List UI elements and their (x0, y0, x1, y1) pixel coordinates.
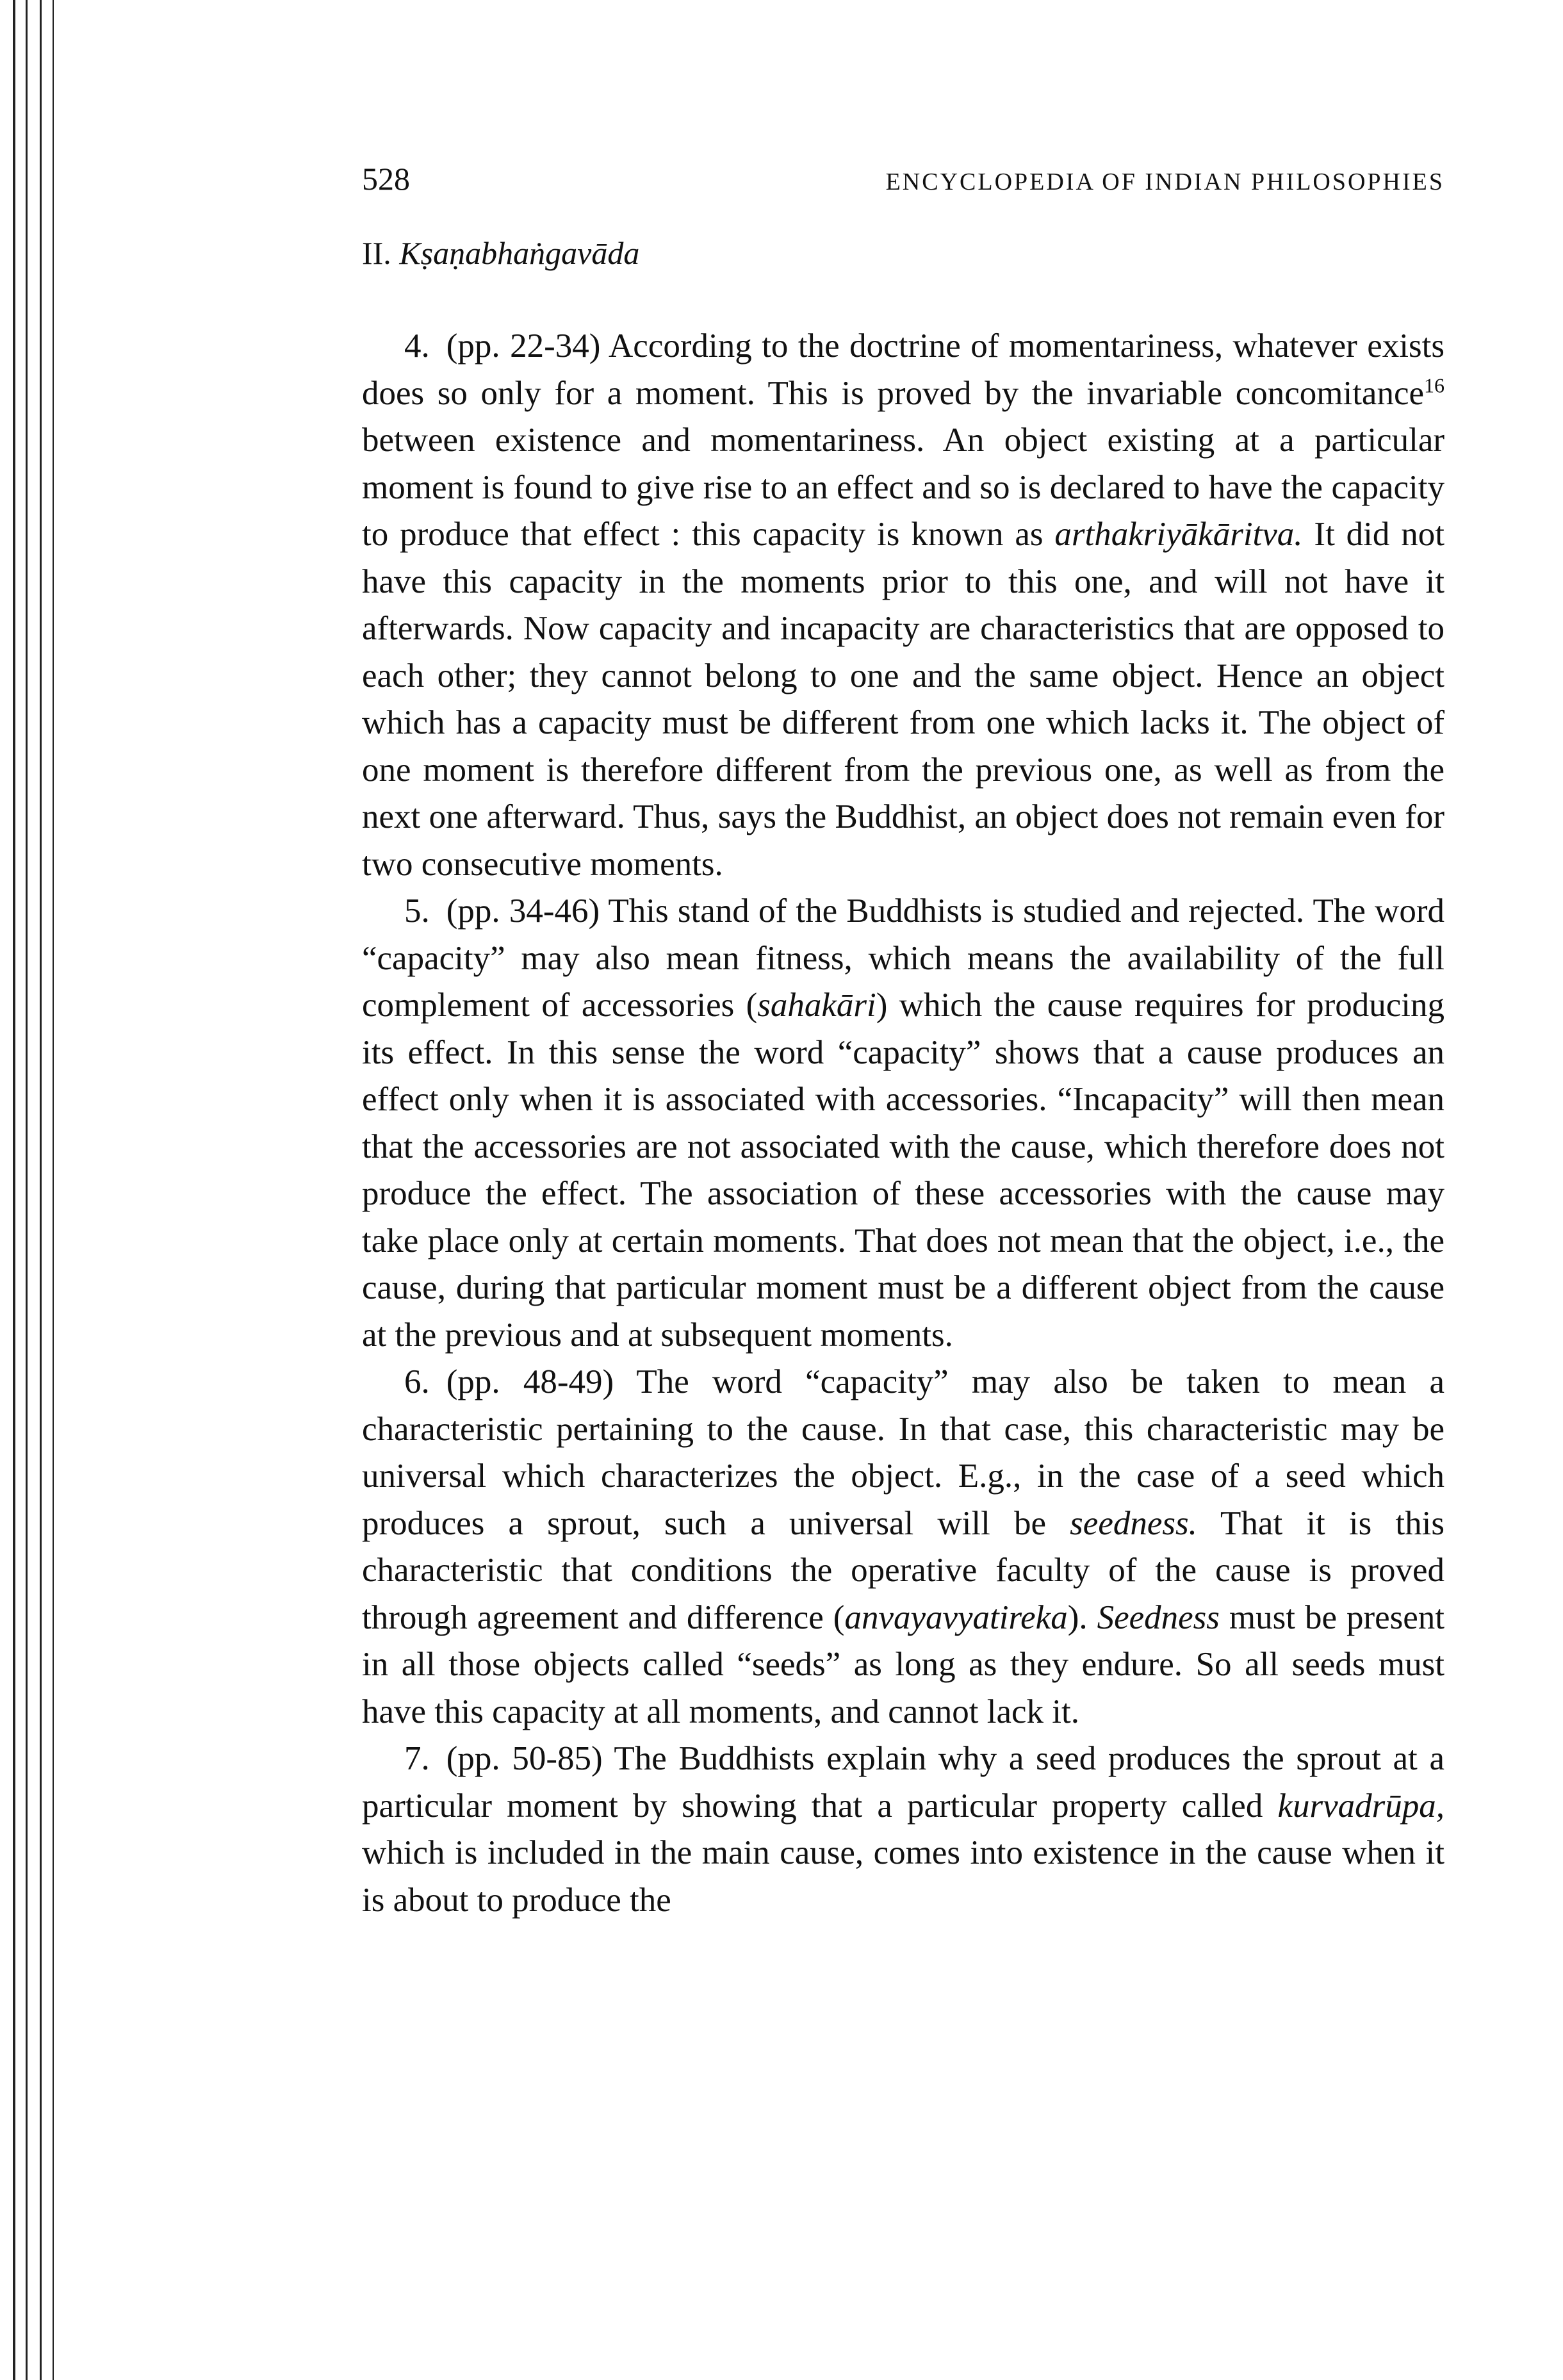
paragraph-number: 7. (404, 1740, 430, 1777)
page-reference: (pp. 22-34) (446, 327, 601, 365)
italic-term: kurvadrūpa, (1277, 1787, 1444, 1825)
page-reference: (pp. 48-49) (446, 1363, 614, 1400)
binding-edge-line (26, 0, 28, 2380)
page-reference: (pp. 34-46) (446, 892, 600, 930)
body-text (362, 323, 1444, 1924)
text-run: The word “capacity” may also be taken to mean a characteristic pertaining to the cause. In that case, this characteristic may be universal which characterizes the object. E.g., in the case of a seed which produces a sprout, such a universal will be (362, 1363, 1445, 1542)
text-run: This stand of the Buddhists is studied and rejected. The word “capacity” may also mean fitness, which means the availability of the full complement of accessories ( (362, 892, 1444, 1024)
page-reference: (pp. 50-85) (446, 1740, 603, 1777)
text-run: The Buddhists explain why a seed produces the sprout at a particular moment by showing that a particular property called (362, 1740, 1444, 1825)
paragraph-number: 5. (404, 892, 430, 930)
section-heading (362, 234, 1444, 272)
italic-term: Seedness (1097, 1598, 1220, 1636)
paragraph (362, 1736, 1444, 1924)
italic-term: anvayavyatireka (844, 1598, 1068, 1636)
section-numeral: II. (362, 235, 391, 271)
paragraph-number: 6. (404, 1363, 430, 1400)
running-title: ENCYCLOPEDIA OF INDIAN PHILOSOPHIES (885, 168, 1444, 195)
text-run: ). (1067, 1598, 1097, 1636)
paragraph (362, 1359, 1444, 1736)
page-number: 528 (362, 161, 410, 197)
page-header (362, 160, 1444, 211)
text-run: That it is this characteristic that conditions the operative faculty of the cause is proved through agreement and difference ( (362, 1504, 1444, 1636)
binding-edge-line (53, 0, 54, 2380)
italic-term: seedness. (1070, 1504, 1197, 1542)
paragraph (362, 888, 1444, 1359)
text-run: According to the doctrine of momentariness, whatever exists does so only for a moment. This is proved by the invariable concomitance (362, 327, 1444, 412)
binding-edge-line (40, 0, 42, 2380)
text-run: must be present in all those objects called “seeds” as long as they endure. So all seeds must have this capacity at all moments, and cannot lack it. (362, 1598, 1444, 1730)
book-page (362, 160, 1444, 1924)
text-run: between existence and momentariness. An object existing at a particular moment is found to give rise to an effect and so is declared to have the capacity to produce that effect : this capacity is known as (362, 422, 1444, 553)
italic-term: sahakāri (757, 987, 876, 1024)
section-title: Kṣaṇabhaṅgavāda (399, 235, 640, 271)
paragraph-number: 4. (404, 327, 430, 365)
text-run: ) which the cause requires for producing its effect. In this sense the word “capacity” shows that a cause produces an effect only when it is associated with accessories. “Incapacity” will then mean that the accessories are not associated with the cause, which therefore does not produce the effect. The association of these accessories with the cause may take place only at certain moments. That does not mean that the object, i.e., the cause, during that particular moment must be a different object from the cause at the previous and at subsequent moments. (362, 987, 1444, 1354)
text-run: which is included in the main cause, comes into existence in the cause when it is about to produce the (362, 1834, 1444, 1919)
paragraph (362, 323, 1444, 888)
footnote-marker: 16 (1424, 373, 1444, 397)
binding-edge-line (13, 0, 15, 2380)
text-run: It did not have this capacity in the moments prior to this one, and will not have it afterwards. Now capacity and incapacity are characteristics that are opposed to each other; they cannot belong to one and the same object. Hence an object which has a capacity must be different from one which lacks it. The object of one moment is therefore different from the previous one, as well as from the next one afterward. Thus, says the Buddhist, an object does not remain even for two consecutive moments. (362, 516, 1445, 883)
italic-term: arthakriyākāritva. (1054, 516, 1303, 553)
